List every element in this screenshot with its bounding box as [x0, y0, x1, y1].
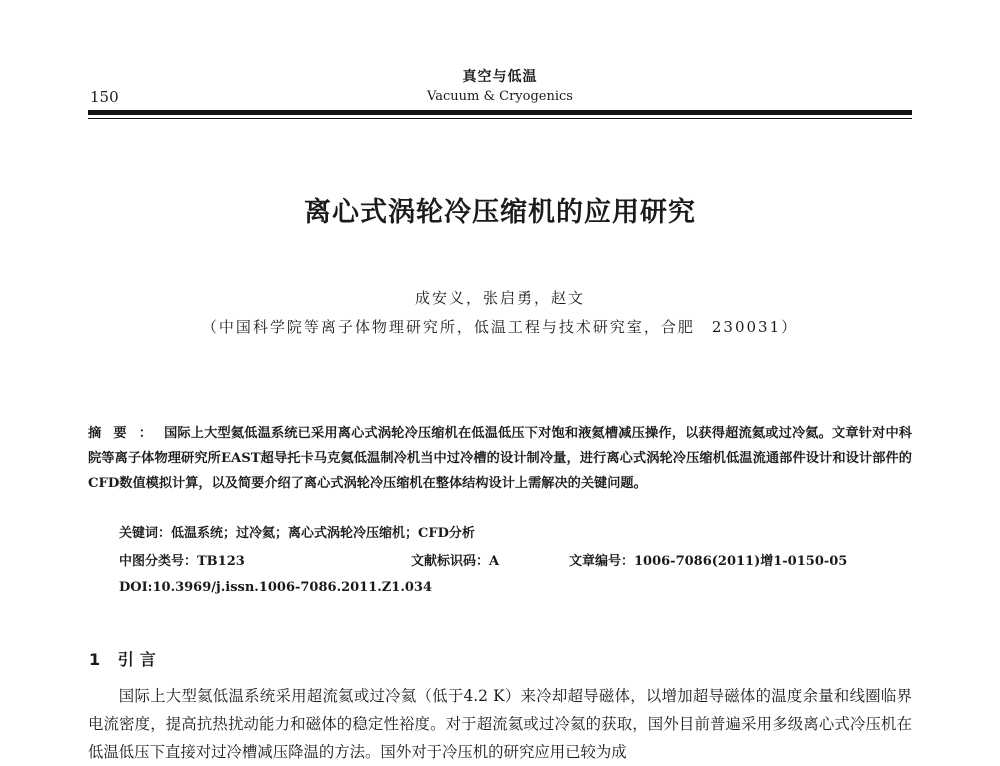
author-list: 成安义，张启勇，赵文	[414, 289, 585, 307]
running-header	[90, 88, 910, 108]
clc-number: 中图分类号：TB123	[119, 554, 245, 569]
abstract-text: 国际上大型氦低温系统已采用离心式涡轮冷压缩机在低温低压下对饱和液氦槽减压操作，以获得超流氦或过冷氦。文章针对中科院等离子体物理研究所EAST超导托卡马克氦低温制冷机当中过冷槽的设计制冷量，进行离心式涡轮冷压缩机低温流通部件设计和设计部件的CFD数值模拟计算，以及简要介绍了离心式涡轮冷压缩机在整体结构设计上需解决的关键问题。	[88, 426, 912, 491]
article-number: 文章编号：1006-7086(2011)增1-0150-05	[569, 554, 848, 569]
introduction-paragraph: 国际上大型氦低温系统采用超流氦或过冷氦（低于4.2 K）来冷却超导磁体，以增加超导磁体的温度余量和线圈临界电流密度，提高抗热扰动能力和磁体的稳定性裕度。对于超流氦或过冷氦的获取，国外目前普遍采用多级离心式冷压机在低温低压下直接对过冷槽减压降温的方法。国外对于冷压机的研究应用已较为成	[88, 687, 912, 761]
header-rule-thin	[88, 118, 912, 119]
page-number: 150	[90, 88, 119, 106]
section-heading-introduction: 1 引言	[89, 650, 162, 669]
journal-title-english: Vacuum & Cryogenics	[427, 89, 573, 104]
keywords-line: 关键词：低温系统；过冷氦；离心式涡轮冷压缩机；CFD分析	[119, 526, 475, 541]
doi-line: DOI:10.3969/j.issn.1006-7086.2011.Z1.034	[119, 580, 432, 595]
journal-title-chinese: 真空与低温	[462, 69, 538, 85]
article-title: 离心式涡轮冷压缩机的应用研究	[304, 197, 696, 228]
abstract-block	[88, 421, 912, 496]
abstract-label: 摘要：	[88, 426, 165, 441]
header-rule-thick	[88, 110, 912, 115]
document-code: 文献标识码：A	[411, 554, 500, 569]
classification-row	[119, 550, 909, 570]
author-affiliation: （中国科学院等离子体物理研究所，低温工程与技术研究室，合肥 230031）	[201, 318, 799, 336]
